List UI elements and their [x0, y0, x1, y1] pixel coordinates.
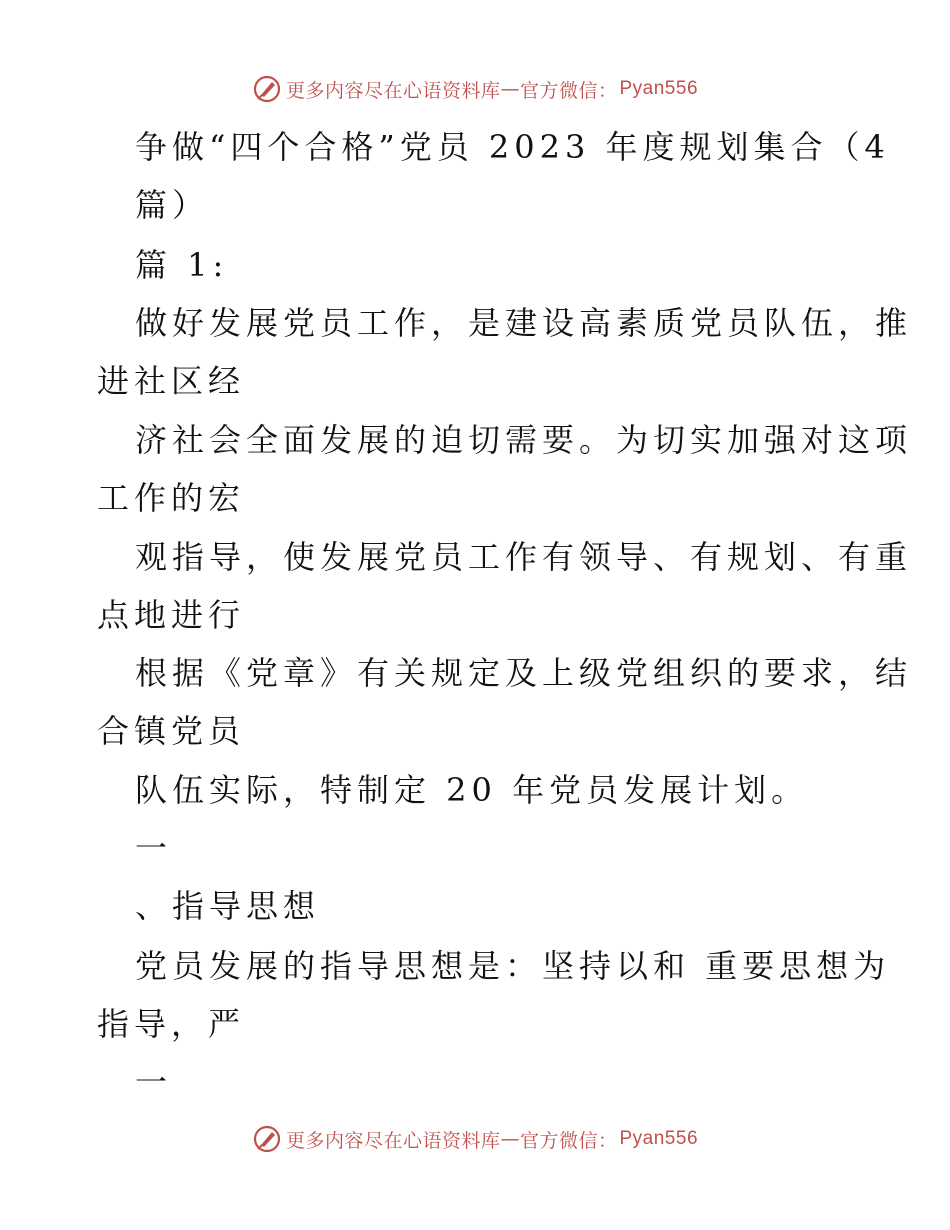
header-watermark — [0, 74, 950, 104]
paragraph-line: 进社区经 — [97, 362, 246, 400]
watermark-label: 官方微信： — [519, 79, 618, 102]
watermark-wechat-id: Pyan556 — [619, 1128, 699, 1149]
watermark-wechat-id: Pyan556 — [619, 78, 699, 99]
watermark-separator: — — [500, 1128, 520, 1150]
paragraph-line: 工作的宏 — [97, 479, 246, 517]
section-heading: 篇 1: — [135, 246, 229, 284]
paragraph-line: 济社会全面发展的迫切需要。为切实加强对这项 — [135, 421, 913, 459]
paragraph-line: 点地进行 — [97, 596, 246, 634]
document-title-line-1: 争做“四个合格”党员 2023 年度规划集合（4 — [135, 128, 890, 166]
paragraph-line: 观指导，使发展党员工作有领导、有规划、有重 — [135, 538, 913, 576]
watermark-text: 更多内容尽在心语资料库 — [285, 1129, 501, 1152]
watermark-label: 官方微信： — [519, 1129, 618, 1152]
paragraph-line: 党员发展的指导思想是：坚持以和 重要思想为 — [135, 947, 891, 985]
paragraph-line: 做好发展党员工作，是建设高素质党员队伍，推 — [135, 304, 913, 342]
section-number: 一 — [135, 1063, 173, 1101]
paragraph-line: 合镇党员 — [97, 712, 246, 750]
document-title-line-2: 篇） — [135, 186, 210, 224]
section-number: 一 — [135, 829, 173, 867]
pen-logo-icon — [252, 1124, 282, 1154]
section-title: 、指导思想 — [135, 887, 321, 925]
watermark-separator: — — [500, 78, 520, 100]
paragraph-line: 根据《党章》有关规定及上级党组织的要求，结 — [135, 654, 913, 692]
footer-watermark — [0, 1124, 950, 1154]
paragraph-line: 指导，严 — [97, 1005, 246, 1043]
watermark-text: 更多内容尽在心语资料库 — [285, 79, 501, 102]
paragraph-line: 队伍实际，特制定 20 年党员发展计划。 — [135, 771, 809, 809]
pen-logo-icon — [252, 74, 282, 104]
